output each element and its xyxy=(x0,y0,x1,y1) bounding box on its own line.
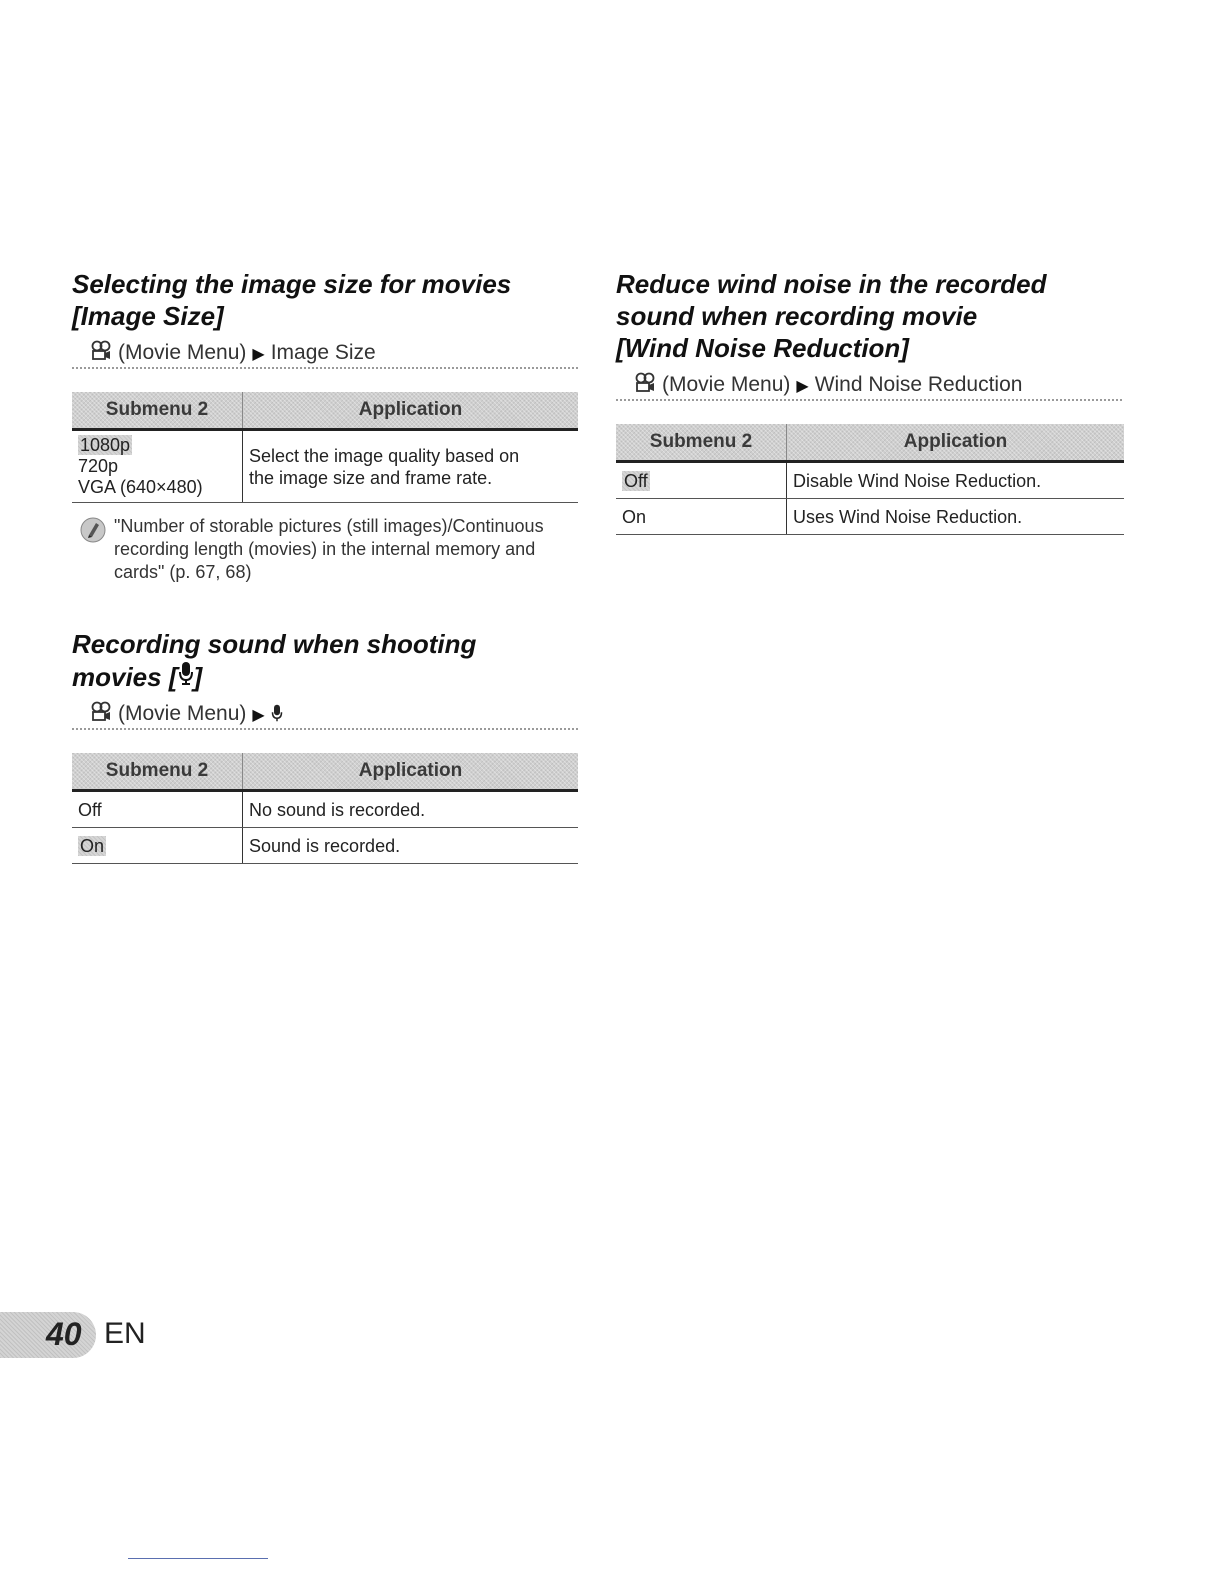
recording-sound-menu-path xyxy=(72,701,578,731)
recording-sound-title-line-1: Recording sound when shooting xyxy=(72,629,477,659)
option-cell xyxy=(72,791,243,828)
header-submenu: Submenu 2 xyxy=(72,753,243,791)
dotted-rule xyxy=(72,367,578,369)
header-application: Application xyxy=(243,392,579,430)
movie-camera-icon xyxy=(634,372,656,400)
page-footer xyxy=(0,1312,160,1358)
table-header-row xyxy=(72,392,578,430)
application-cell: Select the image quality based on the image size and frame rate. xyxy=(243,430,579,503)
wind-noise-title-line-1: Reduce wind noise in the recorded xyxy=(616,269,1047,299)
table-row xyxy=(616,462,1124,499)
recording-sound-title-line-2: movies [ xyxy=(72,662,178,692)
dotted-rule xyxy=(616,399,1124,401)
table-header-row xyxy=(72,753,578,791)
image-size-title-line-1: Selecting the image size for movies xyxy=(72,269,512,299)
option: On xyxy=(622,506,647,527)
arrow-right-icon: ▶ xyxy=(796,378,809,395)
option-cell xyxy=(72,828,243,864)
header-submenu: Submenu 2 xyxy=(616,424,787,462)
wind-noise-title xyxy=(616,268,1124,364)
image-size-path-menu: (Movie Menu) xyxy=(118,341,247,364)
wind-noise-menu-path xyxy=(616,372,1124,402)
arrow-right-icon: ▶ xyxy=(252,346,265,363)
application-cell: Sound is recorded. xyxy=(243,828,579,864)
movie-camera-icon xyxy=(90,340,112,368)
recording-sound-table xyxy=(72,753,578,864)
image-size-table xyxy=(72,392,578,503)
recording-sound-title-close: ] xyxy=(193,662,203,692)
note-text: "Number of storable pictures (still images)/Continuous recording length (movies) in the internal memory and cards" (p. 67, 68) xyxy=(114,516,544,582)
table-header-row xyxy=(616,424,1124,462)
image-size-menu-path xyxy=(72,340,578,370)
table-row xyxy=(72,430,578,503)
application-cell: Uses Wind Noise Reduction. xyxy=(787,499,1125,535)
wind-noise-title-line-2: sound when recording movie xyxy=(616,301,978,331)
table-row xyxy=(616,499,1124,535)
microphone-icon xyxy=(271,703,283,729)
recording-sound-section xyxy=(72,628,578,864)
wind-noise-table xyxy=(616,424,1124,535)
option: Off xyxy=(78,799,102,820)
wind-noise-section xyxy=(616,268,1124,535)
image-size-section xyxy=(72,268,578,584)
arrow-right-icon: ▶ xyxy=(252,707,265,724)
bottom-rule xyxy=(128,1558,268,1559)
option-default: Off xyxy=(624,470,648,491)
application-cell: Disable Wind Noise Reduction. xyxy=(787,462,1125,499)
note-icon xyxy=(80,517,106,549)
option: 720p xyxy=(78,456,119,476)
wind-noise-title-line-3: [Wind Noise Reduction] xyxy=(616,333,909,363)
table-row xyxy=(72,791,578,828)
image-size-title-line-2: [Image Size] xyxy=(72,301,224,331)
recording-sound-path-menu: (Movie Menu) xyxy=(118,702,247,725)
header-application: Application xyxy=(787,424,1125,462)
option-default: On xyxy=(80,835,105,856)
movie-camera-icon xyxy=(90,701,112,729)
table-row xyxy=(72,828,578,864)
option-cell xyxy=(616,499,787,535)
language-code: EN xyxy=(104,1317,146,1350)
header-submenu: Submenu 2 xyxy=(72,392,243,430)
option-cell xyxy=(72,430,243,503)
wind-noise-path-menu: (Movie Menu) xyxy=(662,373,791,396)
dotted-rule xyxy=(72,728,578,730)
image-size-title xyxy=(72,268,578,332)
option: VGA (640×480) xyxy=(78,477,203,497)
recording-sound-title xyxy=(72,628,578,693)
image-size-path-item: Image Size xyxy=(270,341,376,364)
option-default: 1080p xyxy=(80,435,131,455)
application-cell: No sound is recorded. xyxy=(243,791,579,828)
header-application: Application xyxy=(243,753,579,791)
reference-note xyxy=(72,515,578,584)
wind-noise-path-item: Wind Noise Reduction xyxy=(814,373,1023,396)
option-cell xyxy=(616,462,787,499)
microphone-icon xyxy=(178,662,194,692)
page-number: 40 xyxy=(46,1316,82,1352)
